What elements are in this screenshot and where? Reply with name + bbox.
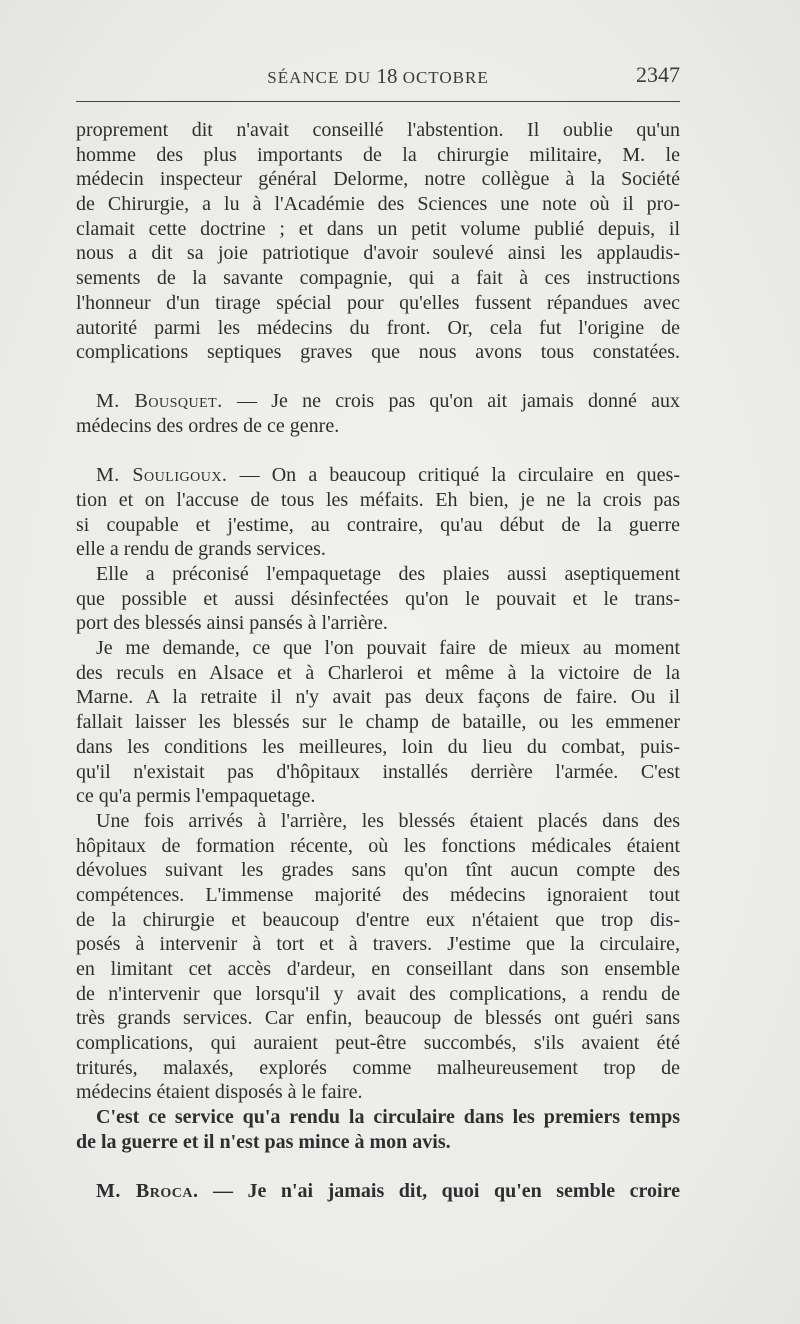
speech-text: — On a beaucoup critiqué la circulaire en ques- — [227, 464, 680, 487]
text-line: nous a dit sa joie patriotique d'avoir soulevé ainsi les applaudis- — [76, 242, 680, 265]
text-line: l'honneur d'un tirage spécial pour qu'elles fussent répandues avec — [76, 291, 680, 314]
text-line: posés à intervenir à tort et à travers. J'estime que la circulaire, — [76, 933, 680, 956]
text-line: dévolues suivant les grades sans qu'on tînt aucun compte des — [76, 859, 680, 882]
paragraph-empaquetage — [76, 562, 680, 636]
text-line: Elle a préconisé l'empaquetage des plaies aussi aseptiquement — [96, 563, 680, 585]
text-line — [76, 1179, 680, 1204]
text-line: ce qu'a permis l'empaquetage. — [76, 785, 316, 808]
text-line: de la guerre et il n'est pas mince à mon avis. — [76, 1130, 451, 1153]
running-title-start: SÉANCE DU — [267, 68, 372, 87]
text-line: triturés, malaxés, explorés comme malheureusement trop de — [76, 1056, 680, 1079]
paragraph-hopitaux — [76, 809, 680, 1105]
text-line: de Chirurgie, a lu à l'Académie des Sciences une note où il pro- — [76, 193, 680, 216]
text-line: médecin inspecteur général Delorme, notre collègue à la Société — [76, 168, 680, 191]
body-text — [76, 118, 680, 1204]
paragraph-continuation — [76, 118, 680, 365]
text-line: si coupable et j'estime, au contraire, qu'au début de la guerre — [76, 513, 680, 536]
text-line: Marne. A la retraite il n'y avait pas deux façons de faire. Ou il — [76, 686, 680, 709]
text-line: Une fois arrivés à l'arrière, les blessés étaient placés dans des — [96, 809, 680, 832]
text-line: en limitant cet accès d'ardeur, en conseillant dans son ensemble — [76, 958, 680, 980]
text-line: de la chirurgie et beaucoup d'entre eux n'étaient que trop dis- — [76, 908, 680, 931]
paragraph-service — [76, 1105, 680, 1154]
text-line: médecins des ordres de ce genre. — [76, 415, 340, 438]
text-line: fallait laisser les blessés sur le champ de bataille, ou les emmener — [76, 711, 680, 734]
running-title-day: 18 — [376, 64, 398, 88]
speaker-name: M. Broca. — [96, 1180, 199, 1202]
running-title-end: OCTOBRE — [402, 68, 489, 87]
running-title — [76, 64, 680, 89]
text-line: que possible et aussi désinfectées qu'on le pouvait et le trans- — [76, 587, 680, 610]
text-line: très grands services. Car enfin, beaucoup de blessés ont guéri sans — [76, 1007, 680, 1030]
text-line: sements de la savante compagnie, qui a fait à ces instructions — [76, 267, 680, 290]
text-line: homme des plus importants de la chirurgie militaire, M. le — [76, 143, 680, 166]
paragraph-gap — [76, 439, 680, 464]
text-line: port des blessés ainsi pansés à l'arrière. — [76, 612, 388, 635]
header-rule — [76, 101, 680, 102]
text-line: complications septiques graves que nous avons tous constatées. — [76, 341, 680, 364]
page-number: 2347 — [636, 62, 680, 87]
paragraph-retraite — [76, 636, 680, 809]
text-line: C'est ce service qu'a rendu la circulaire dans les premiers temps — [96, 1106, 680, 1129]
text-line: dans les conditions les meilleures, loin du lieu du combat, puis- — [76, 735, 680, 758]
text-line: elle a rendu de grands services. — [76, 538, 326, 561]
text-line: médecins étaient disposés à le faire. — [76, 1081, 363, 1104]
text-line — [76, 463, 680, 488]
text-line: tion et on l'accuse de tous les méfaits. Eh bien, je ne la crois pas — [76, 488, 680, 511]
text-line: de n'intervenir que lorsqu'il y avait des complications, a rendu de — [76, 982, 680, 1005]
paragraph-souligoux — [76, 463, 680, 562]
text-line: proprement dit n'avait conseillé l'abstention. Il oublie qu'un — [76, 119, 680, 141]
text-line: compétences. L'immense majorité des médecins ignoraient tout — [76, 883, 680, 906]
speech-text: — Je n'ai jamais dit, quoi qu'en semble croire — [198, 1180, 680, 1202]
text-line: Je me demande, ce que l'on pouvait faire de mieux au moment — [96, 637, 680, 660]
paragraph-bousquet — [76, 389, 680, 438]
running-head — [76, 62, 680, 92]
paragraph-broca — [76, 1179, 680, 1204]
speech-text: — Je ne crois pas qu'on ait jamais donné aux — [222, 390, 680, 413]
speaker-name: M. Bousquet. — [96, 390, 223, 413]
paragraph-gap — [76, 1155, 680, 1180]
text-line: hôpitaux de formation récente, où les fonctions médicales étaient — [76, 834, 680, 857]
text-line — [76, 389, 680, 414]
text-line: complications, qui auraient peut-être succombés, s'ils avaient été — [76, 1032, 680, 1055]
speaker-name: M. Souligoux. — [96, 464, 228, 487]
paragraph-gap — [76, 365, 680, 390]
text-line: clamait cette doctrine ; et dans un petit volume publié depuis, il — [76, 217, 680, 240]
text-line: des reculs en Alsace et à Charleroi et même à la victoire de la — [76, 661, 680, 684]
text-line: qu'il n'existait pas d'hôpitaux installés derrière l'armée. C'est — [76, 760, 680, 783]
text-line: autorité parmi les médecins du front. Or, cela fut l'origine de — [76, 316, 680, 339]
